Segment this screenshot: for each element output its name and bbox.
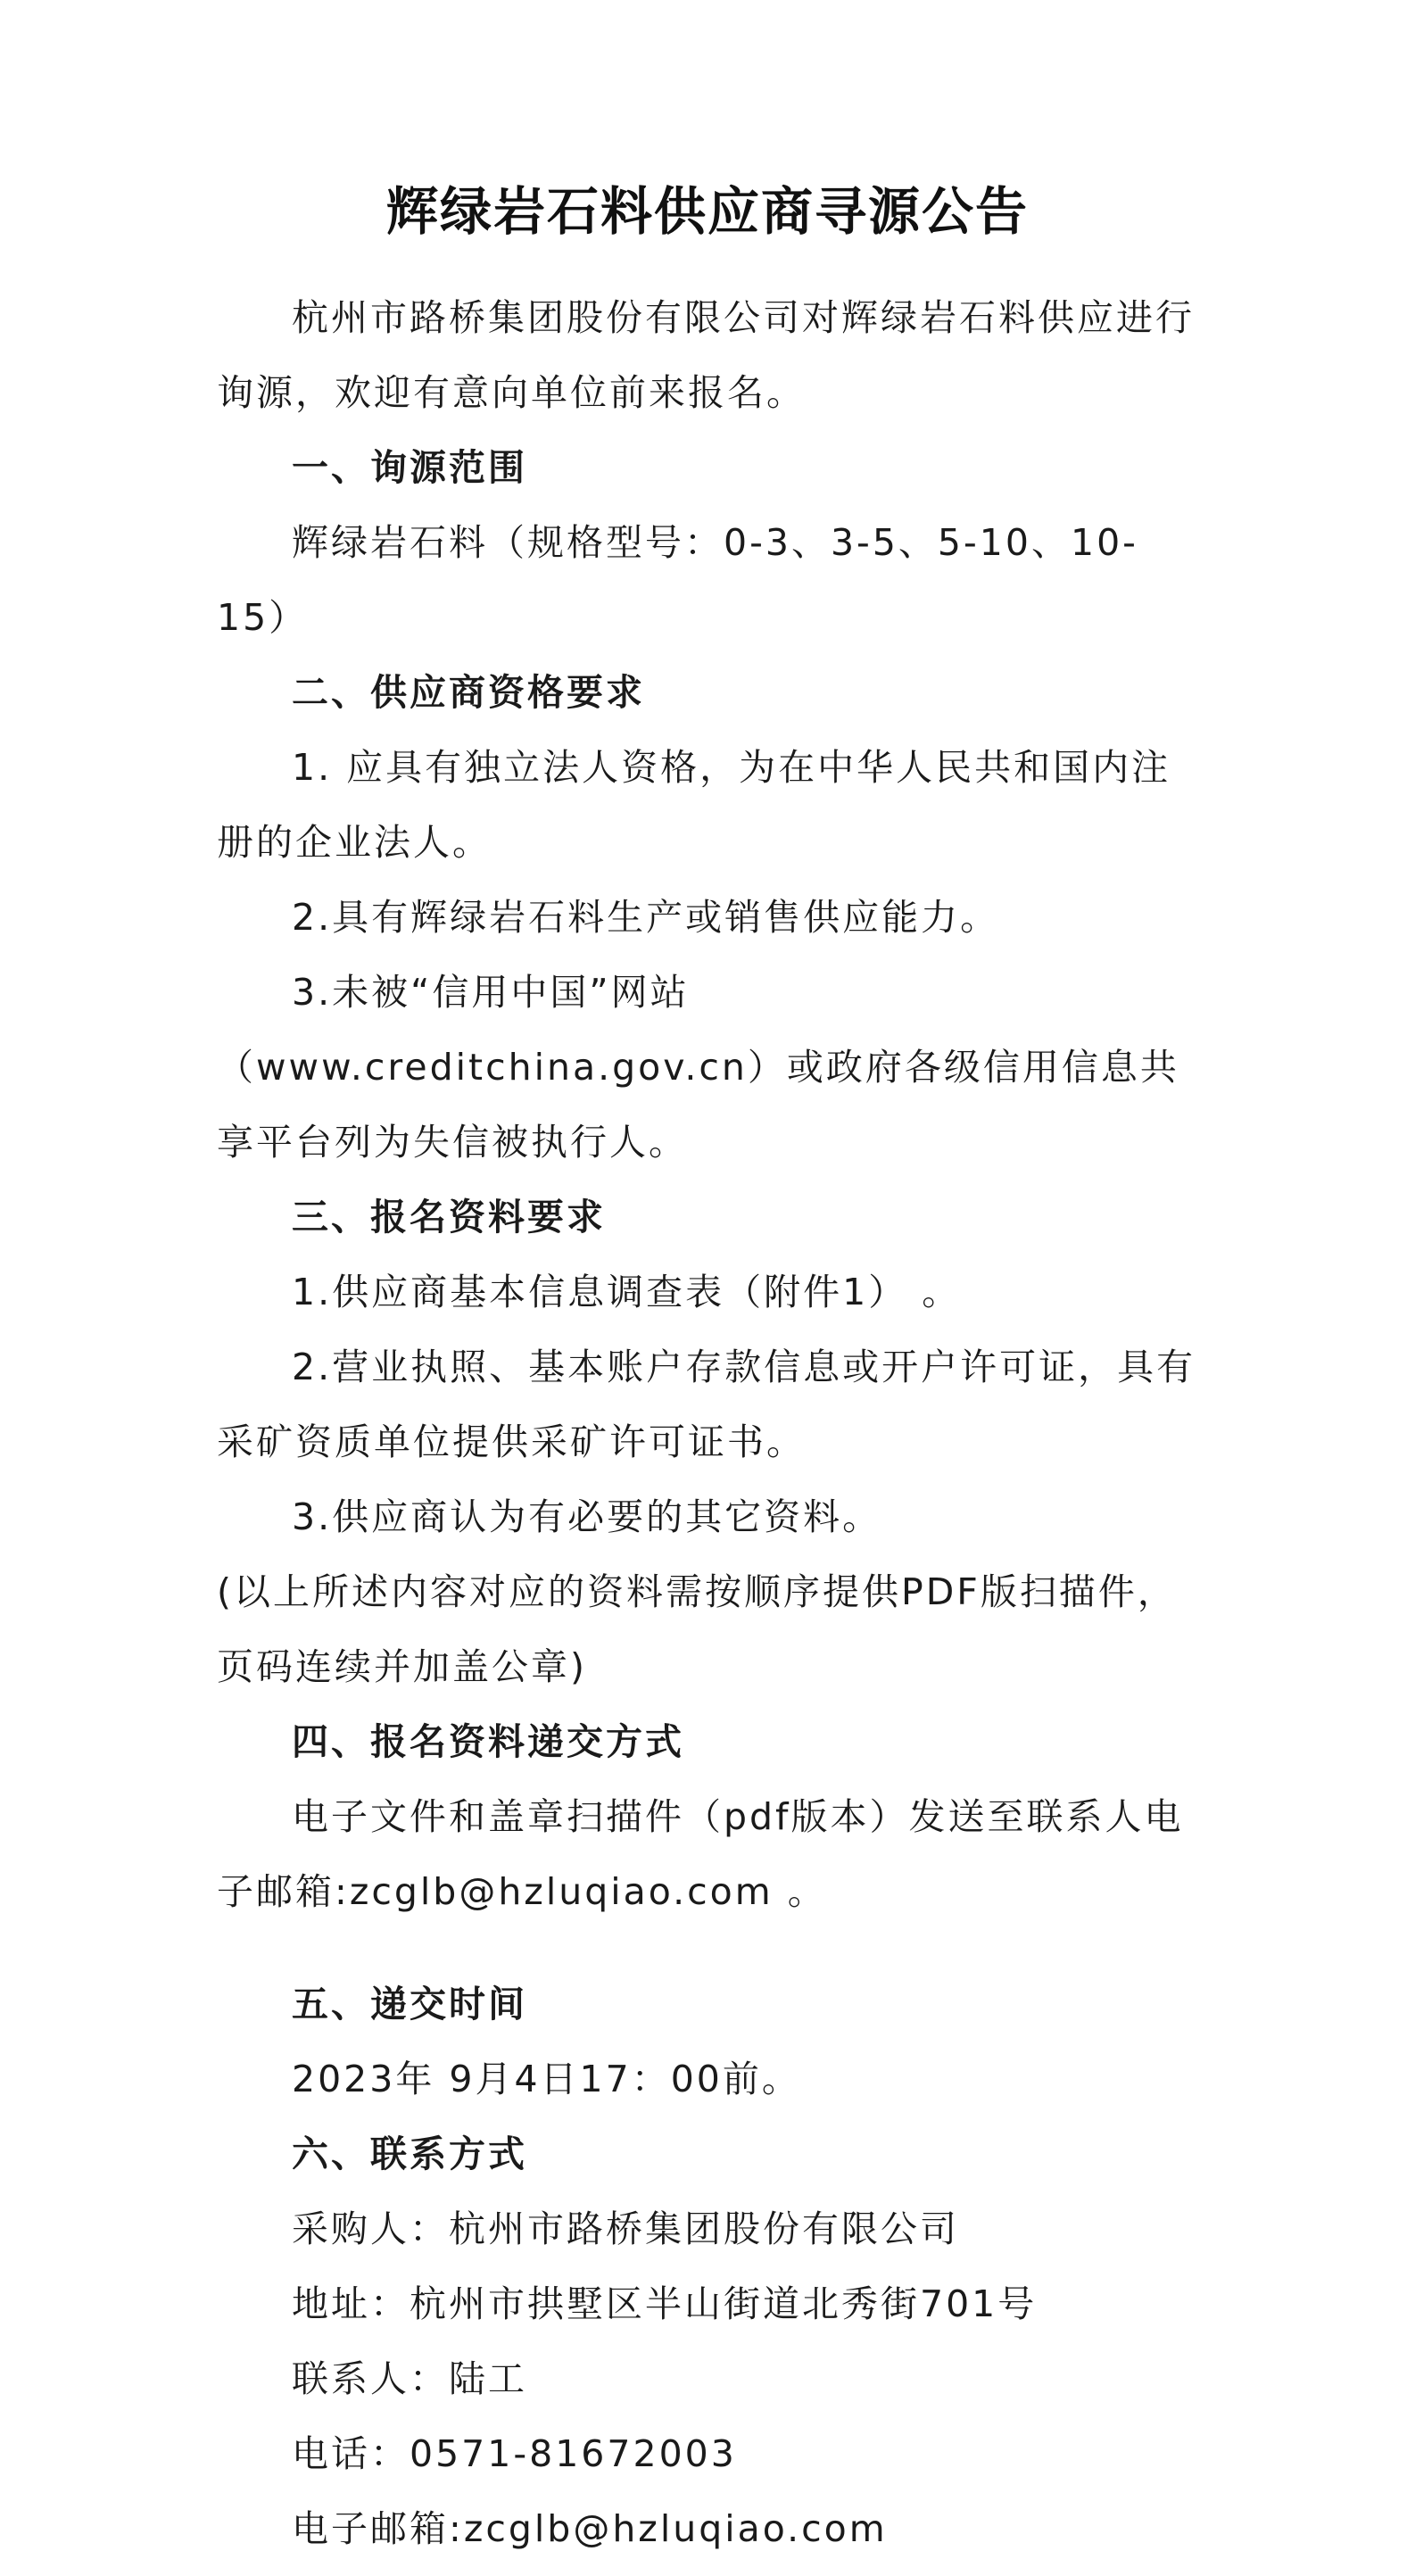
page-title: 辉绿岩石料供应商寻源公告 (385, 181, 1029, 242)
document-body (217, 280, 1207, 2566)
section-1-text: 辉绿岩石料（规格型号：0-3、3-5、5-10、10-15） (217, 521, 1138, 639)
section-3-item-2: 2.营业执照、基本账户存款信息或开户许可证，具有采矿资质单位提供采矿许可证书。 (217, 1346, 1196, 1463)
section-1-heading: 一、询源范围 (292, 446, 527, 489)
contact-address: 地址：杭州市拱墅区半山街道北秀街701号 (292, 2282, 1038, 2325)
section-3-note: (以上所述内容对应的资料需按顺序提供PDF版扫描件，页码连续并加盖公章) (217, 1570, 1177, 1688)
contact-email: 电子邮箱:zcglb@hzluqiao.com (292, 2507, 888, 2550)
spacer (217, 1929, 1207, 1967)
section-3-item-1: 1.供应商基本信息调查表（附件1） 。 (292, 1271, 962, 1313)
section-5-text: 2023年 9月4日17：00前。 (292, 2058, 801, 2100)
section-2-item-2: 2.具有辉绿岩石料生产或销售供应能力。 (292, 896, 1000, 939)
section-3-item-3: 3.供应商认为有必要的其它资料。 (292, 1495, 882, 1538)
section-5-heading: 五、递交时间 (292, 1983, 527, 2025)
section-2-heading: 二、供应商资格要求 (292, 671, 645, 714)
contact-buyer: 采购人：杭州市路桥集团股份有限公司 (292, 2207, 959, 2250)
section-4-heading: 四、报名资料递交方式 (292, 1720, 684, 1763)
intro-paragraph: 杭州市路桥集团股份有限公司对辉绿岩石料供应进行询源，欢迎有意向单位前来报名。 (217, 296, 1195, 414)
section-6-heading: 六、联系方式 (292, 2133, 527, 2175)
contact-phone: 电话：0571-81672003 (292, 2432, 737, 2475)
section-2-item-3: 3.未被“信用中国”网站（www.creditchina.gov.cn）或政府各级信用信息共享平台列为失信被执行人。 (217, 971, 1179, 1164)
section-2-item-1: 1. 应具有独立法人资格，为在中华人民共和国内注册的企业法人。 (217, 746, 1171, 864)
contact-person: 联系人：陆工 (292, 2357, 527, 2400)
section-3-heading: 三、报名资料要求 (292, 1196, 606, 1238)
section-4-text: 电子文件和盖章扫描件（pdf版本）发送至联系人电子邮箱:zcglb@hzluqiao.com 。 (217, 1795, 1184, 1913)
